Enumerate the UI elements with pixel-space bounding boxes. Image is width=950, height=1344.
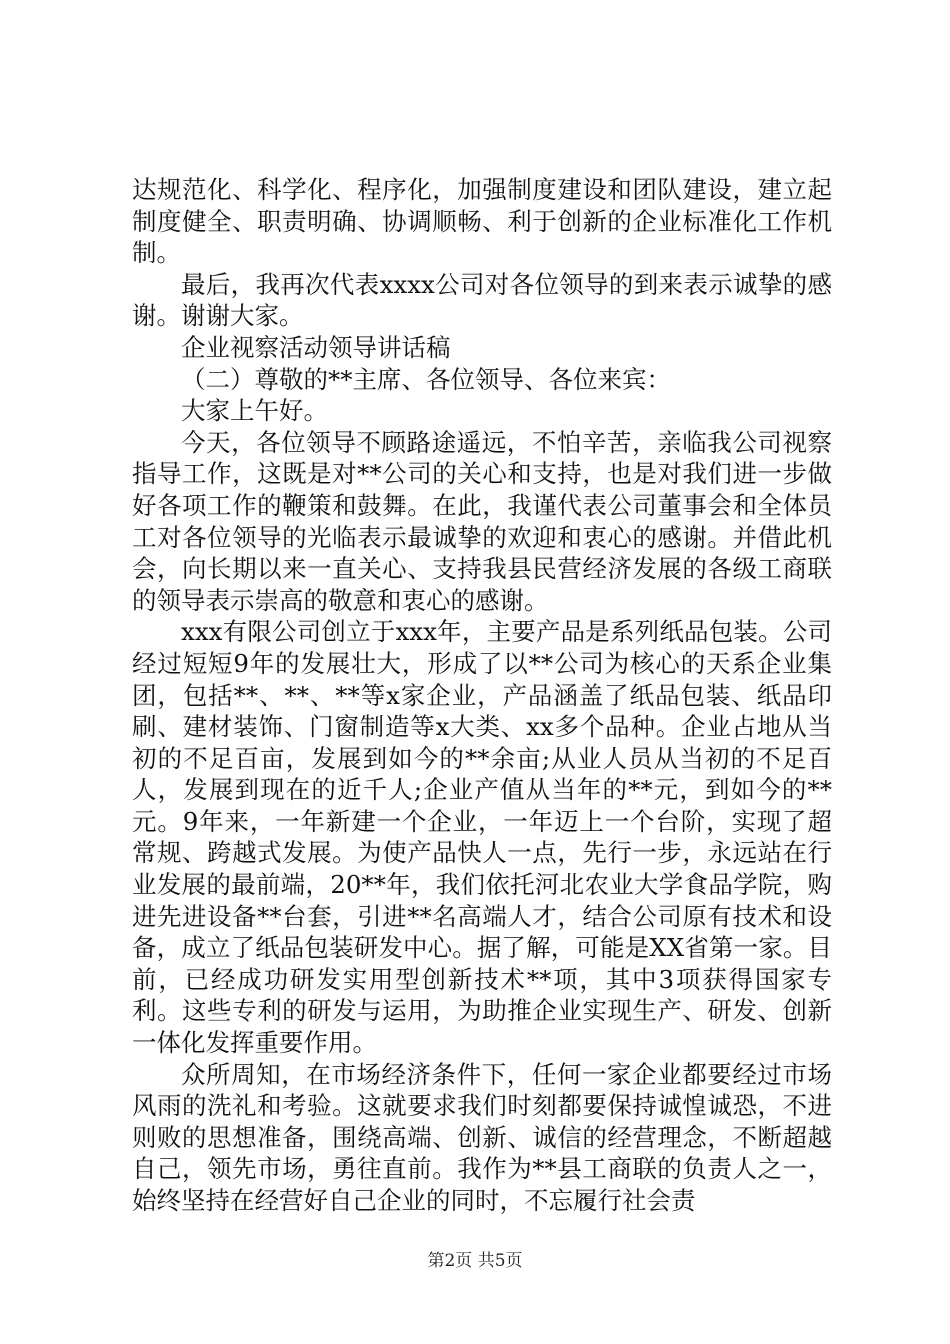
page-number-footer: 第2页 共5页 <box>427 1251 523 1271</box>
section-title: 企业视察活动领导讲话稿 <box>181 332 451 362</box>
paragraph-market: 众所周知，在市场经济条件下，任何一家企业都要经过市场风雨的洗礼和考验。这就要求我们时刻都要保持诚惶诚恐，不进则败的思想准备，围绕高端、创新、诚信的经营理念，不断超越自己，领先市场，勇往直前。我作为**县工商联的负责人之一，始终坚持在经营好自己企业的同时，不忘履行社会责 <box>132 1059 832 1215</box>
paragraph-welcome: 今天，各位领导不顾路途遥远，不怕辛苦，亲临我公司视察指导工作，这既是对**公司的关心和支持，也是对我们进一步做好各项工作的鞭策和鼓舞。在此，我谨代表公司董事会和全体员工对各位领导的光临表示最诚挚的欢迎和衷心的感谢。并借此机会，向长期以来一直关心、支持我县民营经济发展的各级工商联的领导表示崇高的敬意和衷心的感谢。 <box>132 427 832 615</box>
salutation: （二）尊敬的**主席、各位领导、各位来宾： <box>181 364 671 394</box>
document-body <box>132 174 832 1217</box>
greeting: 大家上午好。 <box>181 396 328 426</box>
paragraph-closing-thanks: 最后，我再次代表xxxx公司对各位领导的到来表示诚挚的感谢。谢谢大家。 <box>132 269 832 331</box>
paragraph-company-intro: xxx有限公司创立于xxx年，主要产品是系列纸品包装。公司经过短短9年的发展壮大，形成了以**公司为核心的天系企业集团，包括**、**、**等x家企业，产品涵盖了纸品包装、纸品印刷、建材装饰、门窗制造等x大类、xx多个品种。企业占地从当初的不足百亩，发展到如今的**余亩;从业人员从当初的不足百人，发展到现在的近千人;企业产值从当年的**元，到如今的**元。9年来，一年新建一个企业，一年迈上一个台阶，实现了超常规、跨越式发展。为使产品快人一点，先行一步，永远站在行业发展的最前端，20**年，我们依托河北农业大学食品学院，购进先进设备**台套，引进**名高端人才，结合公司原有技术和设备，成立了纸品包装研发中心。据了解，可能是XX省第一家。目前，已经成功研发实用型创新技术**项，其中3项获得国家专利。这些专利的研发与运用，为助推企业实现生产、研发、创新一体化发挥重要作用。 <box>132 617 832 1058</box>
paragraph-continuation: 达规范化、科学化、程序化，加强制度建设和团队建设，建立起制度健全、职责明确、协调顺畅、利于创新的企业标准化工作机制。 <box>132 175 832 268</box>
